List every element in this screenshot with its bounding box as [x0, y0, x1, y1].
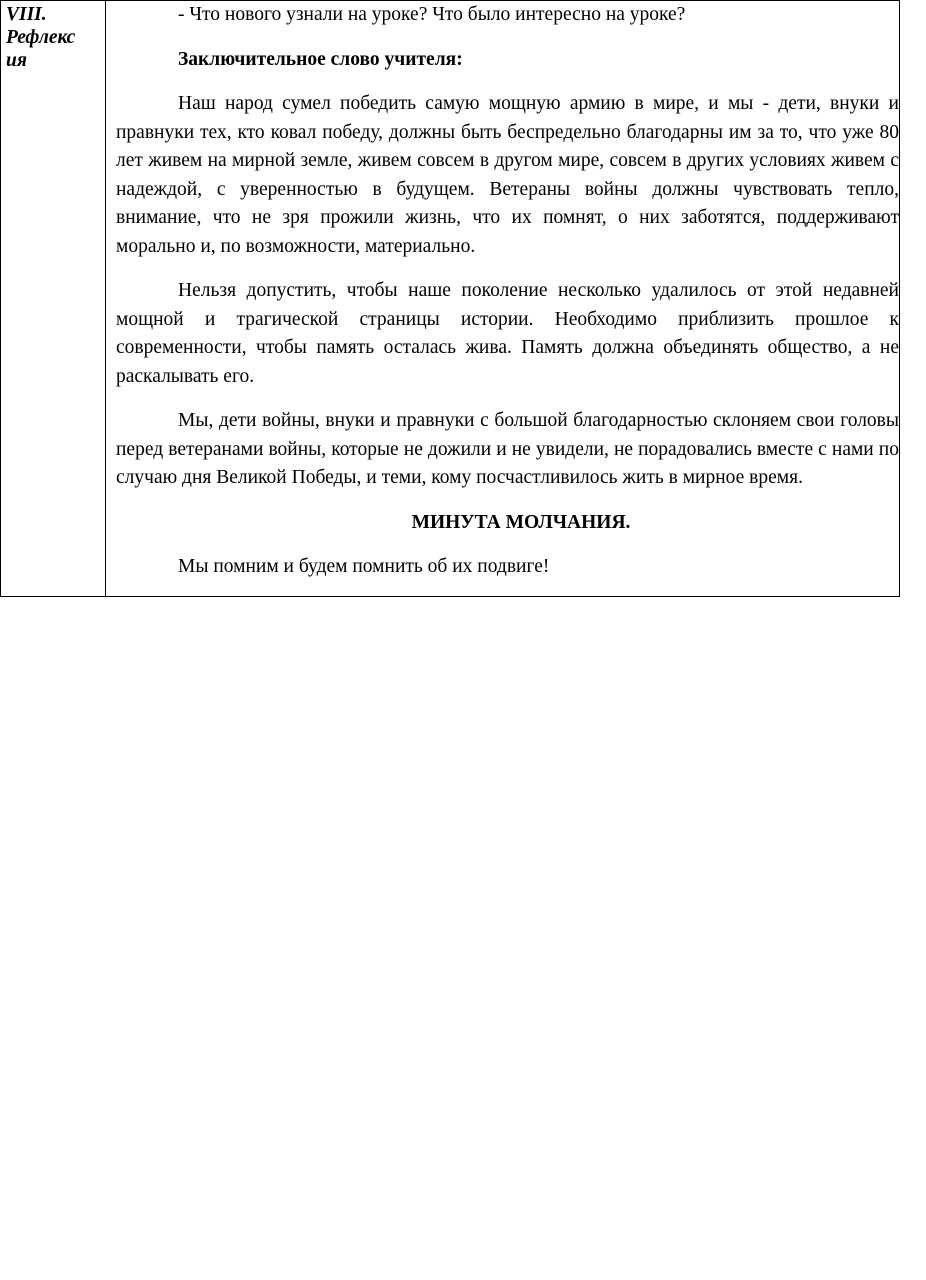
paragraph-2: Нельзя допустить, чтобы наше поколение несколько удалилось от этой недавней мощной и трагической страницы истории. Необходимо приблизить прошлое к современности, чтобы память осталась жива. Память должна объединять общество, а не раскалывать его.	[116, 280, 899, 387]
closing-line: Мы помним и будем помнить об их подвиге!	[178, 556, 550, 577]
stage-cell	[1, 1, 106, 597]
minute-of-silence: МИНУТА МОЛЧАНИЯ.	[411, 511, 631, 533]
reflection-question: - Что нового узнали на уроке? Что было интересно на уроке?	[178, 4, 686, 25]
stage-title-part2: ия	[6, 50, 27, 71]
lesson-table	[0, 0, 900, 597]
content-cell	[106, 1, 900, 597]
paragraph-3: Мы, дети войны, внуки и правнуки с большой благодарностью склоняем свои головы перед ветеранами войны, которые не дожили и не увидели, не порадовались вместе с нами по случаю дня Великой Победы, и теми, кому посчастливилось жить в мирное время.	[116, 410, 899, 488]
teacher-heading: Заключительное слово учителя:	[178, 48, 463, 70]
stage-title-part1: Рефлекс	[6, 27, 76, 48]
table-row	[1, 1, 900, 597]
stage-number: VIII.	[6, 4, 47, 25]
paragraph-1: Наш народ сумел победить самую мощную армию в мире, и мы - дети, внуки и правнуки тех, кто ковал победу, должны быть беспредельно благодарны им за то, что уже 80 лет живем на мирной земле, живем совсем в другом мире, совсем в других условиях живем с надеждой, с уверенностью в будущем. Ветераны войны должны чувствовать тепло, внимание, что не зря прожили жизнь, что их помнят, о них заботятся, поддерживают морально и, по возможности, материально.	[116, 93, 899, 257]
